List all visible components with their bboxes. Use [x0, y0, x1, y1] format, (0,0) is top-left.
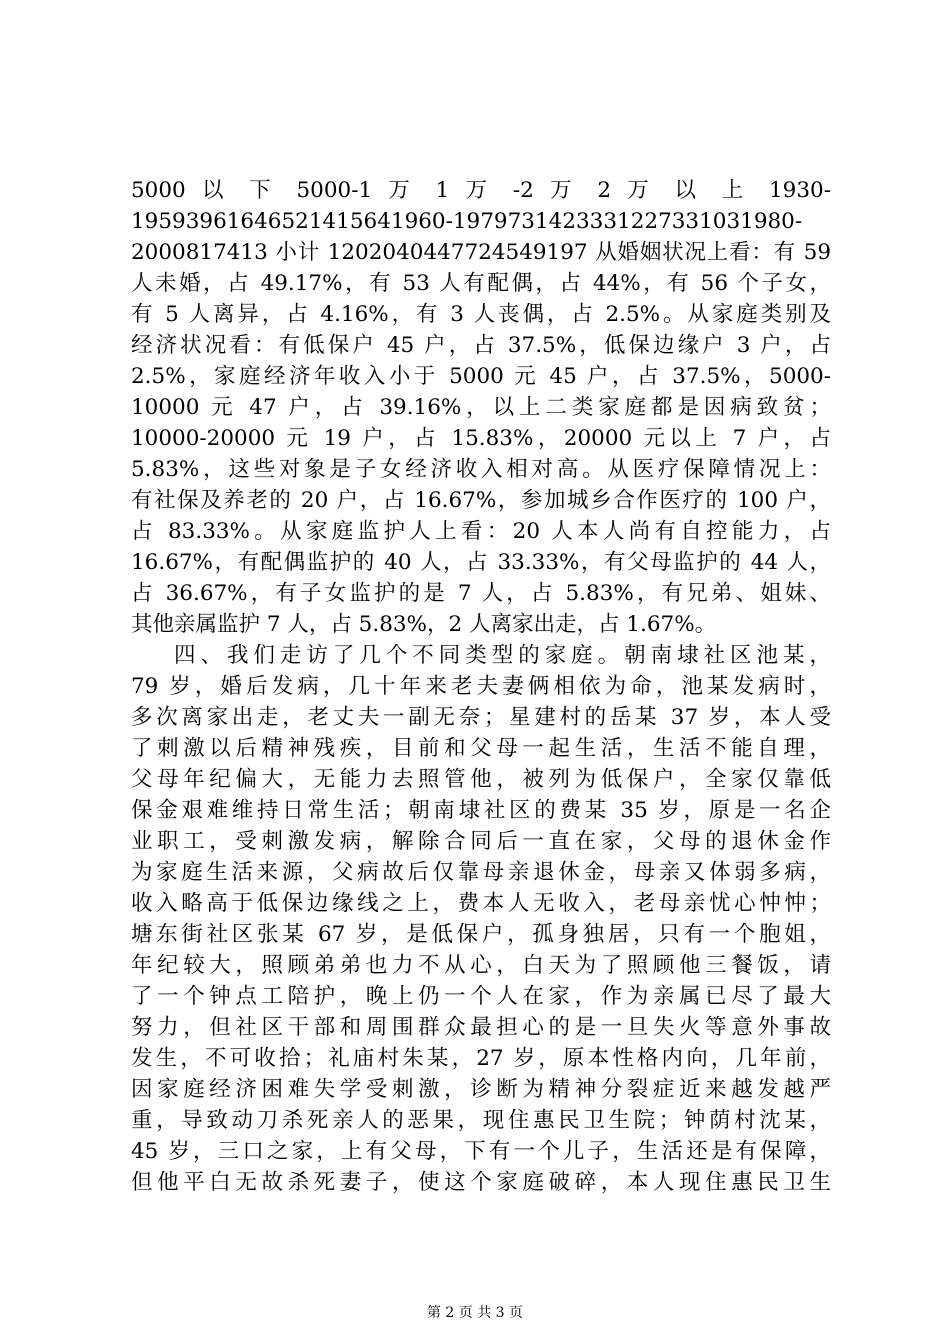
body-line: 其他亲属监护 7 人，占 5.83%，2 人离家出走，占 1.67%。: [131, 612, 717, 637]
body-line: 但他平白无故杀死妻子，使这个家庭破碎，本人现住惠民卫生: [131, 1170, 831, 1195]
body-line: 重，导致动刀杀死亲人的恶果，现住惠民卫生院；钟荫村沈某，: [131, 1108, 831, 1133]
body-line: 占 36.67%，有子女监护的是 7 人，占 5.83%，有兄弟、姐妹、: [131, 581, 831, 606]
body-line: 为家庭生活来源，父病故后仅靠母亲退休金，母亲又体弱多病，: [131, 860, 831, 885]
body-line: 有 5 人离异，占 4.16%，有 3 人丧偶，占 2.5%。从家庭类别及: [131, 302, 831, 327]
body-line: 5.83%，这些对象是子女经济收入相对高。从医疗保障情况上：: [131, 457, 831, 482]
body-line: 业职工，受刺激发病，解除合同后一直在家，父母的退休金作: [131, 829, 831, 854]
body-line: 保金艰难维持日常生活；朝南埭社区的费某 35 岁，原是一名企: [131, 798, 831, 823]
body-line: 占 83.33%。从家庭监护人上看：20 人本人尚有自控能力，占: [131, 519, 831, 544]
body-line: 经济状况看：有低保户 45 户，占 37.5%，低保边缘户 3 户，占: [131, 333, 831, 358]
body-line: 45 岁，三口之家，上有父母，下有一个儿子，生活还是有保障，: [131, 1139, 831, 1164]
body-line: 父母年纪偏大，无能力去照管他，被列为低保户，全家仅靠低: [131, 767, 831, 792]
body-line: 10000-20000 元 19 户，占 15.83%，20000 元以上 7 户，占: [131, 426, 831, 451]
body-line: 发生，不可收拾；礼庙村朱某，27 岁，原本性格内向，几年前，: [131, 1046, 831, 1071]
body-line: 了一个钟点工陪护，晚上仍一个人在家，作为亲属已尽了最大: [131, 984, 831, 1009]
body-line: 因家庭经济困难失学受刺激，诊断为精神分裂症近来越发越严: [131, 1077, 831, 1102]
body-line: 努力，但社区干部和周围群众最担心的是一旦失火等意外事故: [131, 1015, 831, 1040]
body-line: 10000 元 47 户，占 39.16%，以上二类家庭都是因病致贫；: [131, 395, 831, 420]
body-line: 5000 以 下 5000-1 万 1 万 -2 万 2 万 以 上 1930-: [131, 178, 831, 203]
body-line: 16.67%，有配偶监护的 40 人，占 33.33%，有父母监护的 44 人，: [131, 550, 831, 575]
body-line: 19593961646521415641960-197973142333122733103198​0-: [131, 209, 803, 234]
body-line: 2.5%，家庭经济年收入小于 5000 元 45 户，占 37.5%，5000-: [131, 364, 831, 389]
body-line: 年纪较大，照顾弟弟也力不从心，白天为了照顾他三餐饭，请: [131, 953, 831, 978]
document-body: [131, 175, 831, 1198]
body-line: 了刺激以后精神残疾，目前和父母一起生活，生活不能自理，: [131, 736, 831, 761]
body-line: 2000817413 小计 1202040447724549197 从婚姻状况上看：有 59: [131, 240, 831, 265]
body-line: 79 岁，婚后发病，几十年来老夫妻俩相依为命，池某发病时，: [131, 674, 831, 699]
page-number-footer: 第 2 页 共 3 页: [426, 1305, 524, 1321]
body-line: 人未婚，占 49.17%，有 53 人有配偶，占 44%，有 56 个子女，: [131, 271, 831, 296]
body-line: 多次离家出走，老丈夫一副无奈；星建村的岳某 37 岁，本人受: [131, 705, 831, 730]
body-line: 收入略高于低保边缘线之上，费本人无收入，老母亲忧心忡忡；: [131, 891, 831, 916]
paragraph-start-line: 四、我们走访了几个不同类型的家庭。朝南埭社区池某，: [174, 643, 831, 668]
body-line: 塘东街社区张某 67 岁，是低保户，孤身独居，只有一个胞姐，: [131, 922, 831, 947]
body-line: 有社保及养老的 20 户，占 16.67%，参加城乡合作医疗的 100 户，: [131, 488, 831, 513]
